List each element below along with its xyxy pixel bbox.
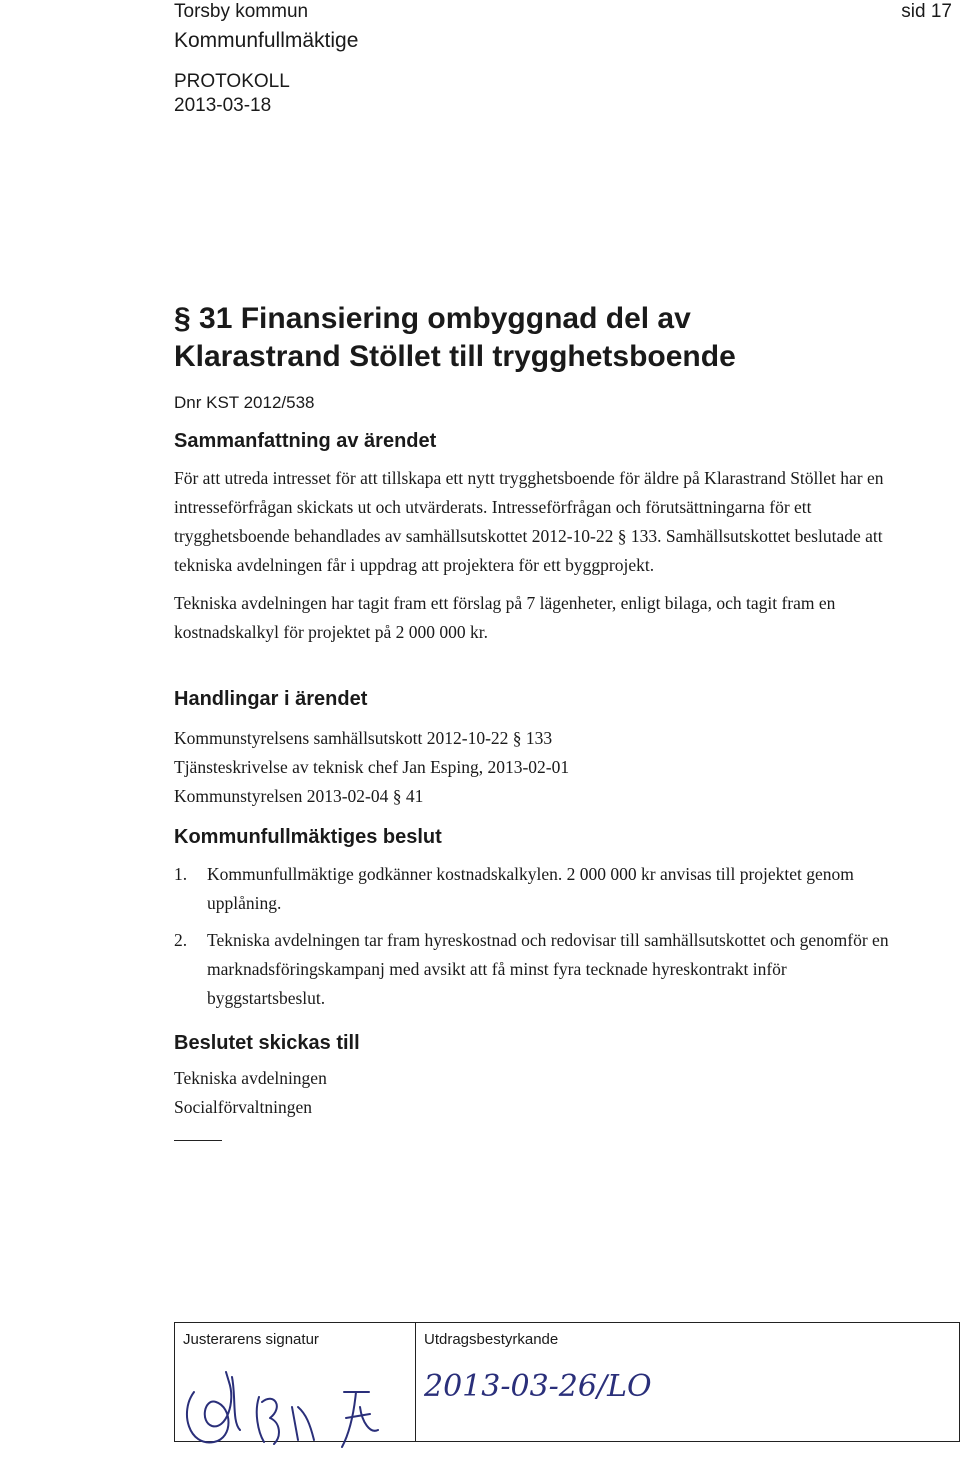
documents-item: Kommunstyrelsen 2013-02-04 § 41 — [174, 786, 424, 806]
handwritten-date-drawing — [420, 1360, 680, 1410]
documents-list — [174, 724, 904, 811]
doc-type: PROTOKOLL — [174, 71, 290, 92]
council-name: Kommunfullmäktige — [174, 29, 359, 52]
end-rule — [174, 1140, 222, 1141]
handwritten-initials — [174, 1352, 414, 1462]
decision-item-number: 2. — [174, 930, 188, 950]
decision-item-text: Tekniska avdelningen tar fram hyreskostnad och redovisar till samhällsutskottet och genomför en marknadsföringskampanj med avsikt att få minst fyra tecknade hyreskontrakt inför byggstartsbeslut. — [207, 930, 889, 1008]
summary-heading: Sammanfattning av ärendet — [174, 430, 437, 452]
decision-list — [174, 860, 904, 1021]
decision-item-text: Kommunfullmäktige godkänner kostnadskalkylen. 2 000 000 kr anvisas till projektet genom upplåning. — [207, 864, 854, 913]
sent-to-item: Socialförvaltningen — [174, 1097, 313, 1117]
summary-paragraph-2: Tekniska avdelningen har tagit fram ett förslag på 7 lägenheter, enligt bilaga, och tagit fram en kostnadskalkyl för projektet på 2 000 000 kr. — [174, 593, 836, 642]
case-number: Dnr KST 2012/538 — [174, 393, 315, 412]
handwritten-date — [420, 1360, 680, 1415]
meeting-date: 2013-03-18 — [174, 95, 272, 116]
sent-to-heading: Beslutet skickas till — [174, 1032, 360, 1054]
section-title-line1: § 31 Finansiering ombyggnad del av — [174, 302, 691, 335]
documents-item: Kommunstyrelsens samhällsutskott 2012-10-22 § 133 — [174, 728, 553, 748]
utdrag-label: Utdragsbestyrkande — [424, 1331, 559, 1348]
decision-item — [174, 926, 904, 1013]
documents-heading: Handlingar i ärendet — [174, 688, 368, 710]
documents-item: Tjänsteskrivelse av teknisk chef Jan Esping, 2013-02-01 — [174, 757, 570, 777]
section-title-line2: Klarastrand Stöllet till trygghetsboende — [174, 340, 736, 373]
page-number: sid 17 — [901, 1, 952, 22]
justerare-label: Justerarens signatur — [183, 1331, 319, 1348]
sent-to-list — [174, 1064, 904, 1122]
decision-item-number: 1. — [174, 864, 188, 884]
municipality-name: Torsby kommun — [174, 1, 309, 22]
sent-to-item: Tekniska avdelningen — [174, 1068, 327, 1088]
document-header — [174, 0, 358, 118]
summary-body — [174, 464, 904, 656]
section-title — [174, 300, 736, 376]
decision-item — [174, 860, 904, 918]
handwritten-date-text: 2013-03-26/LO — [424, 1369, 652, 1404]
summary-paragraph-1: För att utreda intresset för att tillskapa ett nytt trygghetsboende för äldre på Klarastrand Stöllet har en intresseförfrågan skickats ut och utvärderats. Intresseförfrågan och förutsättningarna för ett trygghetsboende behandlades av samhällsutskottet 2012-10-22 § 133. Samhällsutskottet beslutade att tekniska avdelningen får i uppdrag att projektera för ett byggprojekt. — [174, 468, 884, 575]
decision-heading: Kommunfullmäktiges beslut — [174, 826, 442, 848]
